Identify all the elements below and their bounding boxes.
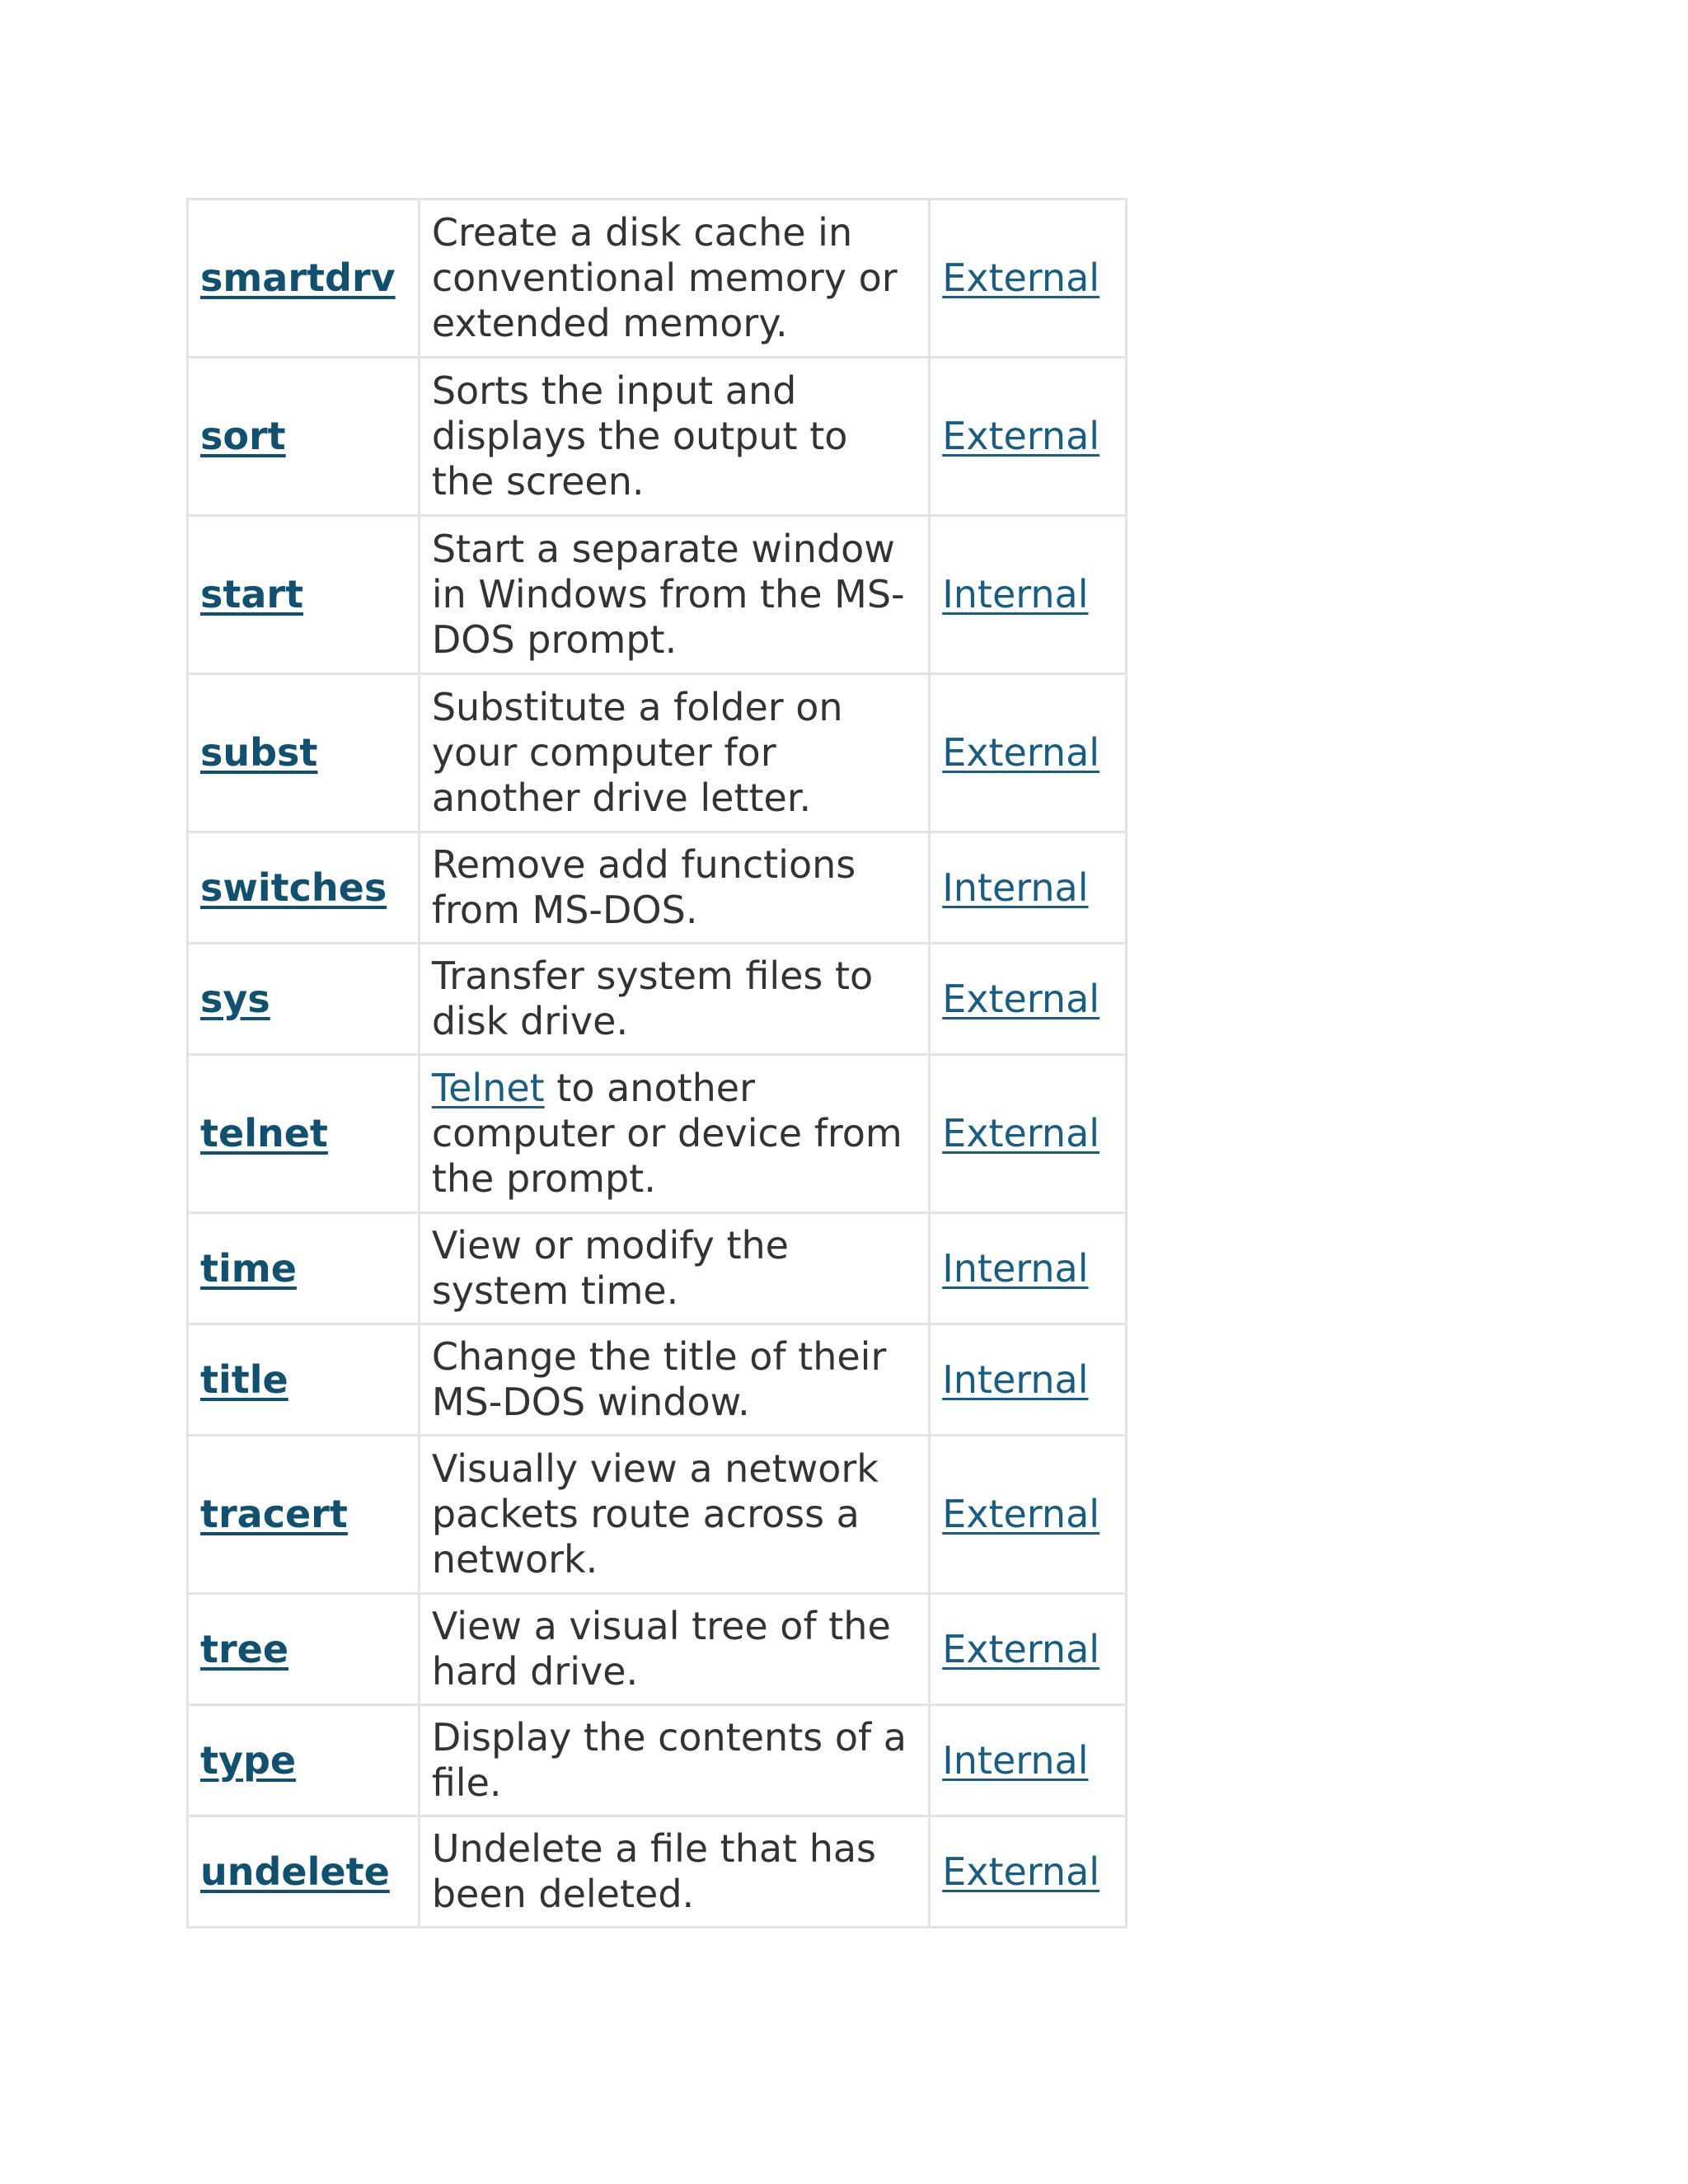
table-row (188, 1055, 1127, 1213)
command-cell (188, 674, 420, 832)
type-link[interactable]: Internal (942, 572, 1089, 616)
type-link[interactable]: External (942, 730, 1100, 775)
table-row (188, 1705, 1127, 1816)
type-link[interactable]: External (942, 1111, 1100, 1155)
type-cell (930, 1594, 1127, 1705)
type-link[interactable]: Internal (942, 1245, 1089, 1291)
description-cell: Create a disk cache in conventional memory or extended memory. (419, 199, 929, 358)
type-link[interactable]: External (942, 255, 1100, 300)
description-cell: Visually view a network packets route across a network. (419, 1436, 929, 1594)
description-cell: Substitute a folder on your computer for another drive letter. (419, 674, 929, 832)
description-cell: View a visual tree of the hard drive. (419, 1594, 929, 1705)
command-cell (188, 1594, 420, 1705)
command-link[interactable]: type (200, 1737, 297, 1783)
table-row (188, 944, 1127, 1055)
command-link[interactable]: undelete (200, 1849, 390, 1894)
command-cell (188, 1816, 420, 1928)
type-cell (930, 199, 1127, 358)
table-row (188, 358, 1127, 516)
description-cell: Start a separate window in Windows from the MS-DOS prompt. (419, 516, 929, 674)
description-cell: Display the contents of a file. (419, 1705, 929, 1816)
command-link[interactable]: sort (200, 414, 286, 458)
command-cell (188, 199, 420, 358)
command-link[interactable]: start (200, 572, 304, 616)
description-cell: Undelete a file that has been deleted. (419, 1816, 929, 1928)
type-cell (930, 358, 1127, 516)
description-cell (419, 1055, 929, 1213)
command-link[interactable]: title (200, 1357, 288, 1402)
type-link[interactable]: Internal (942, 1357, 1089, 1402)
type-link[interactable]: External (942, 1492, 1100, 1536)
type-cell (930, 1816, 1127, 1928)
type-cell (930, 1436, 1127, 1594)
description-text: to another computer or device from the prompt. (431, 1066, 903, 1201)
command-link[interactable]: telnet (200, 1111, 328, 1155)
table-row (188, 674, 1127, 832)
type-link[interactable]: Internal (942, 1737, 1089, 1783)
command-link[interactable]: time (200, 1245, 297, 1291)
type-link[interactable]: External (942, 1849, 1100, 1894)
command-cell (188, 1324, 420, 1436)
telnet-inline-link[interactable]: Telnet (431, 1066, 545, 1110)
command-cell (188, 516, 420, 674)
table-row (188, 199, 1127, 358)
type-link[interactable]: Internal (942, 865, 1089, 910)
description-cell: Transfer system files to disk drive. (419, 944, 929, 1055)
table-row (188, 1324, 1127, 1436)
type-cell (930, 1055, 1127, 1213)
description-cell: Sorts the input and displays the output to the screen. (419, 358, 929, 516)
commands-table (186, 198, 1128, 1929)
type-cell (930, 832, 1127, 944)
table-row (188, 516, 1127, 674)
table-row (188, 832, 1127, 944)
command-cell (188, 358, 420, 516)
table-row (188, 1436, 1127, 1594)
type-cell (930, 516, 1127, 674)
table-row (188, 1816, 1127, 1928)
command-link[interactable]: tree (200, 1626, 289, 1671)
command-cell (188, 1055, 420, 1213)
command-link[interactable]: switches (200, 865, 387, 910)
description-cell: Remove add functions from MS-DOS. (419, 832, 929, 944)
description-cell: View or modify the system time. (419, 1213, 929, 1324)
type-link[interactable]: External (942, 414, 1100, 458)
type-link[interactable]: External (942, 1626, 1100, 1671)
command-link[interactable]: smartdrv (200, 255, 396, 300)
command-cell (188, 832, 420, 944)
type-cell (930, 1705, 1127, 1816)
type-link[interactable]: External (942, 976, 1100, 1021)
command-cell (188, 944, 420, 1055)
command-link[interactable]: subst (200, 730, 318, 775)
table-row (188, 1594, 1127, 1705)
command-cell (188, 1213, 420, 1324)
type-cell (930, 674, 1127, 832)
table-row (188, 1213, 1127, 1324)
command-cell (188, 1436, 420, 1594)
type-cell (930, 1324, 1127, 1436)
type-cell (930, 944, 1127, 1055)
command-link[interactable]: sys (200, 976, 270, 1021)
command-cell (188, 1705, 420, 1816)
command-link[interactable]: tracert (200, 1492, 348, 1536)
type-cell (930, 1213, 1127, 1324)
description-cell: Change the title of their MS-DOS window. (419, 1324, 929, 1436)
